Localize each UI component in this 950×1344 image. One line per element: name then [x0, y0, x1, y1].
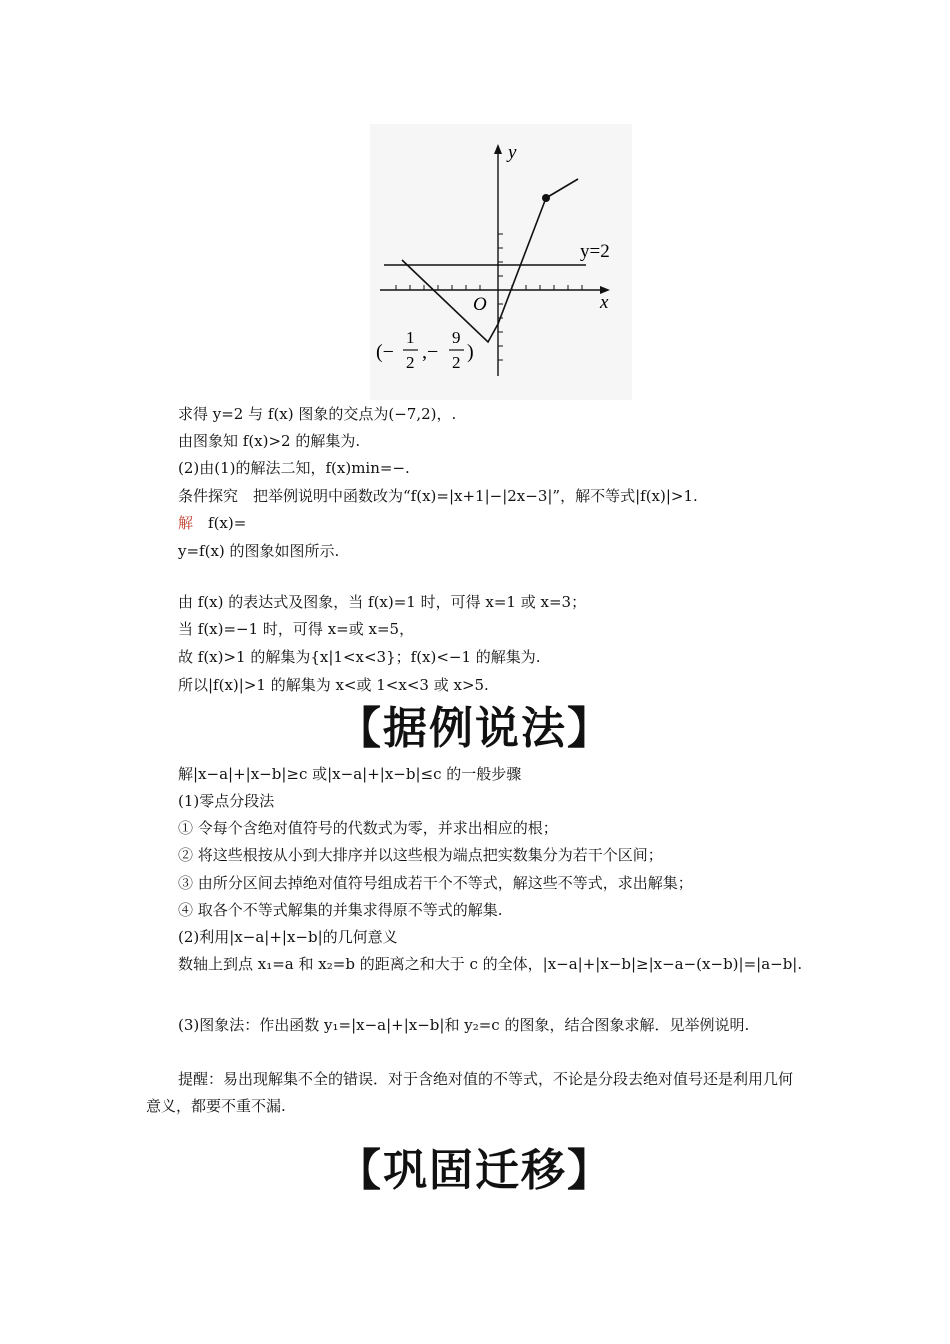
point-label-d2: 2: [452, 353, 461, 372]
point-label-d1: 2: [406, 353, 415, 372]
method-step-2: (2)利用|x−a|+|x−b|的几何意义: [178, 928, 398, 946]
x-ticks: [396, 285, 582, 290]
text-line-10: 所以|f(x)|>1 的解集为 x<或 1<x<3 或 x>5.: [178, 676, 489, 694]
text-line-9: 故 f(x)>1 的解集为{x|1<x<3}；f(x)<−1 的解集为.: [178, 648, 541, 666]
point-label-open: (−: [376, 341, 394, 363]
text-line-7: 由 f(x) 的表达式及图象，当 f(x)=1 时，可得 x=1 或 x=3；: [178, 593, 587, 611]
text-line-1: 求得 y=2 与 f(x) 图象的交点为(−7,2)，.: [178, 405, 457, 423]
method-title: 解|x−a|+|x−b|≥c 或|x−a|+|x−b|≤c 的一般步骤: [178, 765, 522, 783]
paragraph-graph-method: (3)图象法：作出函数 y₁=|x−a|+|x−b|和 y₂=c 的图象，结合图象求解．见举例说明.: [178, 1016, 750, 1034]
point-label-close: ): [467, 341, 474, 363]
method-step-1a: ① 令每个含绝对值符号的代数式为零，并求出相应的根；: [178, 819, 558, 837]
graph-svg: [370, 124, 632, 400]
function-curve-right: [546, 179, 578, 198]
point-label-n2: 9: [452, 328, 461, 347]
solution-line: [178, 513, 246, 533]
text-line-4: 条件探究 把举例说明中函数改为“f(x)=|x+1|−|2x−3|”，解不等式|f(x)|>1.: [178, 487, 698, 505]
y-ticks: [498, 234, 503, 360]
origin-label: O: [473, 294, 487, 315]
section-banner-practice: 【巩固迁移】: [337, 1145, 613, 1196]
method-step-1c: ③ 由所分区间去掉绝对值符号组成若干个不等式，解这些不等式，求出解集；: [178, 874, 693, 892]
x-axis-label: x: [600, 292, 609, 313]
paragraph-reminder: 提醒：易出现解集不全的错误．对于含绝对值的不等式，不论是分段去绝对值号还是利用几何意义，都要不重不漏.: [146, 1070, 794, 1115]
method-step-1d: ④ 取各个不等式解集的并集求得原不等式的解集.: [178, 901, 503, 919]
function-graph: [370, 124, 632, 400]
point-label-n1: 1: [406, 328, 415, 347]
text-line-2: 由图象知 f(x)>2 的解集为.: [178, 432, 361, 450]
text-line-6: y=f(x) 的图象如图所示.: [178, 542, 340, 560]
text-line-3: (2)由(1)的解法二知，f(x)min=−.: [178, 459, 410, 477]
section-banner-examples: 【据例说法】: [337, 703, 613, 754]
line-label: y=2: [580, 241, 610, 262]
y-axis-arrow: [494, 144, 502, 154]
point-label-sep: ,−: [422, 341, 439, 363]
function-curve: [402, 198, 546, 342]
method-step-1: (1)零点分段法: [178, 792, 275, 810]
solution-text: f(x)=: [193, 514, 247, 532]
text-line-8: 当 f(x)=−1 时，可得 x=或 x=5，: [178, 620, 415, 638]
y-axis-label: y: [508, 142, 517, 163]
method-step-1b: ② 将这些根按从小到大排序并以这些根为端点把实数集分为若干个区间；: [178, 846, 663, 864]
solution-marker: 解: [178, 514, 194, 532]
paragraph-geometric: 数轴上到点 x₁=a 和 x₂=b 的距离之和大于 c 的全体，|x−a|+|x−b|≥|x−a−(x−b)|=|a−b|.: [178, 955, 803, 973]
solid-point: [542, 194, 550, 202]
